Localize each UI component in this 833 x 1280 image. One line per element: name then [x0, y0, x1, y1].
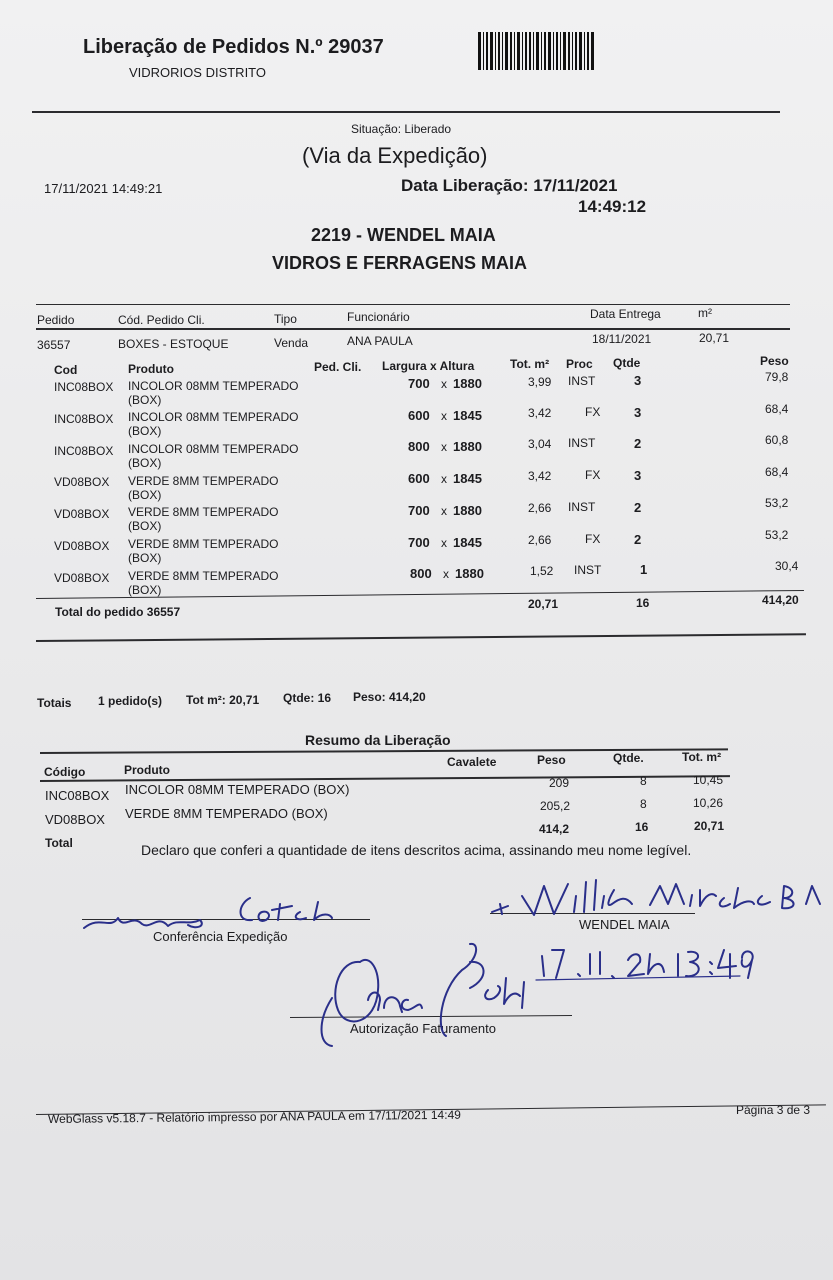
item-qtde: 3 — [634, 373, 642, 388]
summary-codigo: VD08BOX — [45, 812, 105, 827]
item-produto: VERDE 8MM TEMPERADO — [128, 505, 279, 519]
summary-col-produto: Produto — [124, 763, 170, 777]
items-col-dims: Largura x Altura — [382, 359, 475, 373]
summary-col-codigo: Código — [44, 765, 86, 779]
item-largura: 800 — [410, 566, 432, 581]
item-produto-sub: (BOX) — [128, 424, 162, 438]
item-produto-sub: (BOX) — [128, 551, 162, 565]
item-cod: VD08BOX — [54, 539, 110, 553]
item-m2: 1,52 — [530, 564, 554, 578]
item-largura: 700 — [408, 376, 430, 391]
items-col-qtde: Qtde — [613, 356, 641, 370]
summary-m2: 10,45 — [693, 773, 724, 787]
item-cod: VD08BOX — [54, 571, 110, 585]
item-qtde: 1 — [640, 562, 648, 577]
items-col-proc: Proc — [566, 357, 593, 371]
item-produto: INCOLOR 08MM TEMPERADO — [128, 410, 299, 424]
release-date: Data Liberação: 17/11/2021 — [401, 176, 618, 195]
item-x: x — [441, 472, 447, 486]
item-largura: 700 — [408, 503, 430, 518]
col-cod-pedido-cli: Cód. Pedido Cli. — [118, 313, 205, 327]
item-altura: 1845 — [453, 471, 482, 486]
item-m2: 2,66 — [528, 533, 552, 547]
item-m2: 2,66 — [528, 501, 552, 515]
totals-m2: Tot m²: 20,71 — [186, 693, 260, 707]
items-col-produto: Produto — [128, 362, 174, 376]
item-qtde: 3 — [634, 405, 642, 420]
totals-pedidos: 1 pedido(s) — [98, 694, 163, 708]
item-produto: VERDE 8MM TEMPERADO — [128, 569, 279, 583]
item-peso: 68,4 — [765, 465, 789, 479]
summary-qtde: 8 — [640, 774, 647, 788]
item-m2: 3,42 — [528, 406, 552, 420]
item-produto: INCOLOR 08MM TEMPERADO — [128, 442, 299, 456]
item-x: x — [441, 377, 447, 391]
col-pedido: Pedido — [37, 313, 75, 327]
col-data-entrega: Data Entrega — [590, 307, 661, 321]
order-m2-value: 20,71 — [699, 331, 730, 345]
summary-peso: 205,2 — [540, 799, 571, 813]
item-altura: 1845 — [453, 535, 482, 550]
item-produto-sub: (BOX) — [128, 488, 162, 502]
item-x: x — [441, 440, 447, 454]
order-tipo-value: Venda — [274, 336, 309, 350]
item-qtde: 3 — [634, 468, 642, 483]
summary-m2: 10,26 — [693, 796, 724, 810]
item-peso: 53,2 — [765, 496, 789, 510]
page-number: Página 3 de 3 — [736, 1103, 811, 1117]
release-time: 14:49:12 — [578, 197, 647, 216]
item-proc: INST — [568, 436, 596, 450]
item-m2: 3,42 — [528, 469, 552, 483]
item-cod: VD08BOX — [54, 507, 110, 521]
order-pedido-value: 36557 — [37, 338, 71, 352]
item-qtde: 2 — [634, 500, 642, 515]
item-m2: 3,99 — [528, 375, 552, 389]
summary-total-m2: 20,71 — [694, 819, 725, 833]
items-col-cod: Cod — [54, 363, 78, 377]
order-funcionario-value: ANA PAULA — [347, 334, 413, 348]
signature-label-bottom: Autorização Faturamento — [350, 1021, 496, 1036]
order-cod-cli-value: BOXES - ESTOQUE — [118, 337, 229, 351]
totals-label: Totais — [37, 696, 72, 710]
summary-col-qtde: Qtde. — [613, 751, 644, 765]
item-peso: 53,2 — [765, 528, 789, 542]
item-peso: 30,4 — [775, 559, 799, 573]
order-total-peso: 414,20 — [762, 593, 799, 607]
item-x: x — [441, 504, 447, 518]
item-peso: 79,8 — [765, 370, 789, 384]
order-data-entrega-value: 18/11/2021 — [592, 332, 652, 346]
item-produto: VERDE 8MM TEMPERADO — [128, 474, 279, 488]
signature-label-left: Conferência Expedição — [153, 929, 288, 944]
item-cod: VD08BOX — [54, 475, 110, 489]
totals-peso: Peso: 414,20 — [353, 690, 426, 704]
item-cod: INC08BOX — [54, 380, 114, 394]
order-total-label: Total do pedido 36557 — [55, 605, 181, 619]
summary-total-label: Total — [45, 836, 73, 850]
item-x: x — [441, 409, 447, 423]
item-proc: FX — [585, 468, 601, 482]
col-funcionario: Funcionário — [347, 310, 410, 324]
signature-right-handwriting — [492, 880, 820, 915]
company-name: VIDRORIOS DISTRITO — [129, 65, 266, 80]
item-largura: 700 — [408, 535, 430, 550]
summary-produto: VERDE 8MM TEMPERADO (BOX) — [125, 806, 328, 821]
col-m2: m² — [698, 306, 712, 320]
totals-qtde: Qtde: 16 — [283, 691, 332, 705]
item-cod: INC08BOX — [54, 444, 114, 458]
date-handwriting — [536, 950, 753, 980]
item-produto-sub: (BOX) — [128, 456, 162, 470]
summary-col-cavalete: Cavalete — [447, 755, 497, 769]
item-x: x — [441, 536, 447, 550]
col-tipo: Tipo — [274, 312, 297, 326]
printed-at: 17/11/2021 14:49:21 — [44, 181, 163, 196]
item-produto: INCOLOR 08MM TEMPERADO — [128, 379, 299, 393]
signature-bottom-handwriting — [322, 944, 525, 1046]
item-produto: VERDE 8MM TEMPERADO — [128, 537, 279, 551]
summary-peso: 209 — [549, 776, 570, 790]
order-total-m2: 20,71 — [528, 597, 559, 611]
summary-title: Resumo da Liberação — [305, 732, 451, 748]
item-altura: 1880 — [455, 566, 484, 581]
summary-produto: INCOLOR 08MM TEMPERADO (BOX) — [125, 782, 350, 797]
summary-col-tot-m2: Tot. m² — [682, 750, 722, 764]
item-proc: INST — [568, 374, 596, 388]
item-peso: 68,4 — [765, 402, 789, 416]
via-label: (Via da Expedição) — [302, 143, 488, 168]
footer-printed-by: WebGlass v5.18.7 - Relatório impresso por ANA PAULA em 17/11/2021 14:49 — [47, 1107, 461, 1126]
situation: Situação: Liberado — [351, 122, 452, 136]
item-largura: 800 — [408, 439, 430, 454]
signature-left-handwriting — [84, 898, 332, 928]
item-altura: 1880 — [453, 503, 482, 518]
item-proc: FX — [585, 405, 601, 419]
item-produto-sub: (BOX) — [128, 519, 162, 533]
item-proc: FX — [585, 532, 601, 546]
item-proc: INST — [568, 500, 596, 514]
item-altura: 1880 — [453, 376, 482, 391]
summary-qtde: 8 — [640, 797, 647, 811]
item-altura: 1845 — [453, 408, 482, 423]
item-qtde: 2 — [634, 436, 642, 451]
item-cod: INC08BOX — [54, 412, 114, 426]
items-col-ped-cli: Ped. Cli. — [314, 360, 362, 374]
summary-total-qtde: 16 — [635, 820, 649, 834]
item-x: x — [443, 567, 449, 581]
summary-col-peso: Peso — [537, 753, 566, 767]
item-m2: 3,04 — [528, 437, 552, 451]
item-produto-sub: (BOX) — [128, 583, 162, 597]
order-total-qtde: 16 — [636, 596, 650, 610]
item-largura: 600 — [408, 471, 430, 486]
document-title: Liberação de Pedidos N.º 29037 — [83, 36, 384, 58]
item-altura: 1880 — [453, 439, 482, 454]
summary-total-peso: 414,2 — [539, 822, 570, 836]
customer-company: VIDROS E FERRAGENS MAIA — [272, 253, 528, 273]
signature-label-right: WENDEL MAIA — [579, 917, 670, 932]
item-proc: INST — [574, 563, 602, 577]
item-peso: 60,8 — [765, 433, 789, 447]
items-col-peso: Peso — [760, 354, 789, 368]
summary-codigo: INC08BOX — [45, 788, 110, 803]
items-col-tot-m2: Tot. m² — [510, 357, 550, 371]
item-qtde: 2 — [634, 532, 642, 547]
item-produto-sub: (BOX) — [128, 393, 162, 407]
declaration-text: Declaro que conferi a quantidade de itens descritos acima, assinando meu nome legível. — [141, 842, 692, 858]
item-largura: 600 — [408, 408, 430, 423]
customer-code-name: 2219 - WENDEL MAIA — [311, 225, 496, 245]
